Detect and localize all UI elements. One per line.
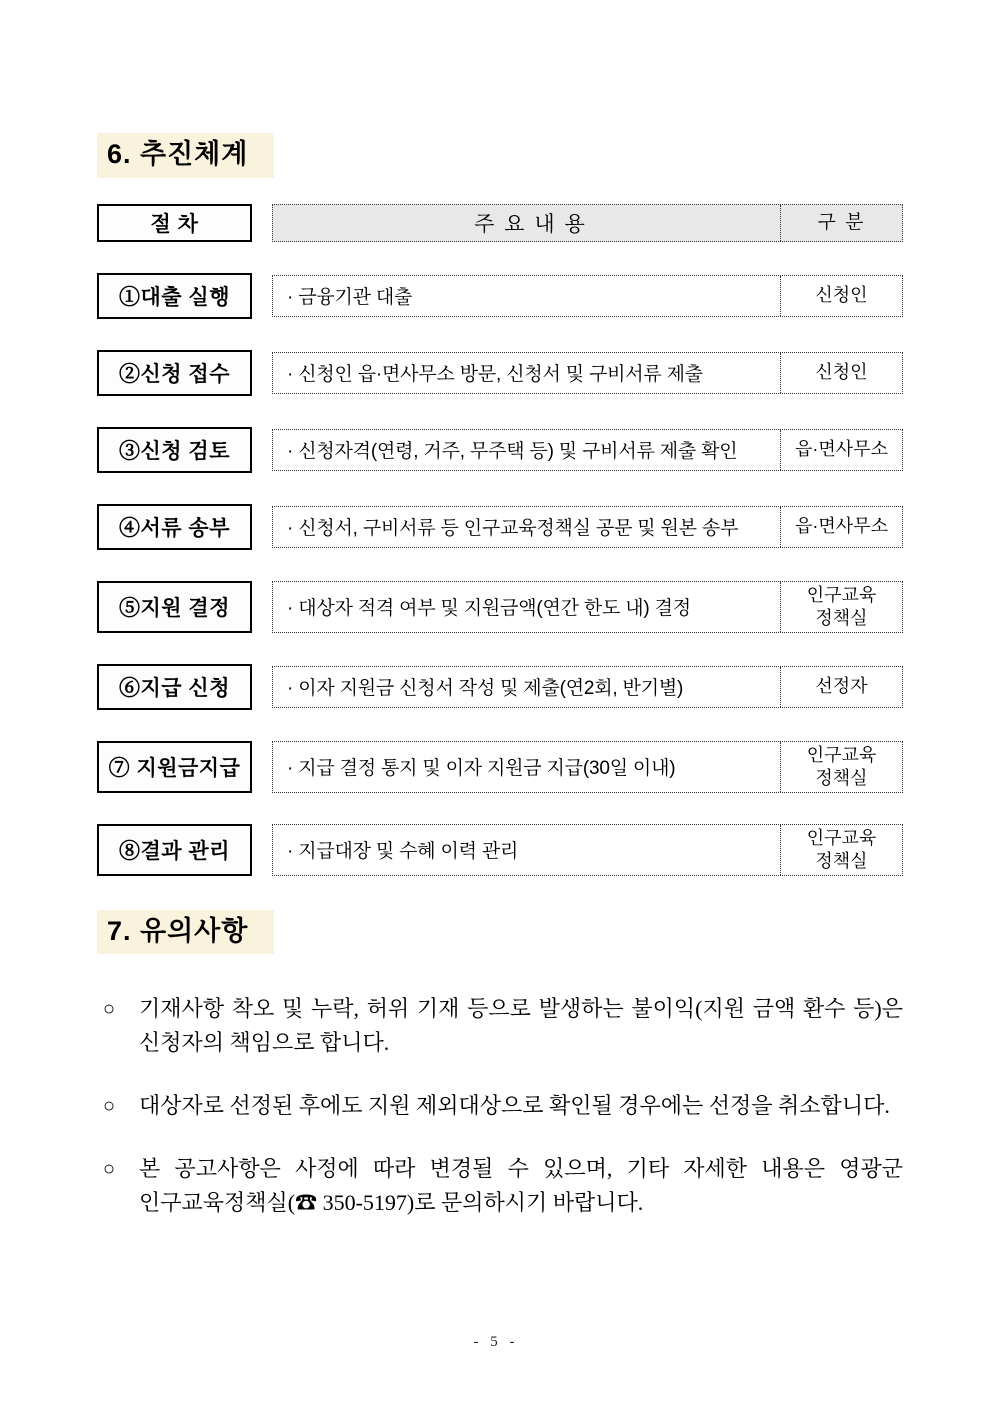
- column-gap: [252, 273, 272, 319]
- table-row: [97, 504, 903, 550]
- step-box: ④서류 송부: [97, 504, 252, 550]
- step-box: ⑦ 지원금지급: [97, 741, 252, 793]
- circle-bullet-icon: ○: [103, 998, 116, 1021]
- notice-item: [97, 1152, 903, 1220]
- category-cell: 인구교육 정책실: [780, 825, 902, 875]
- document-page: [97, 0, 903, 1403]
- circle-bullet-icon: ○: [103, 1095, 116, 1118]
- header-content: 주 요 내 용: [474, 212, 587, 236]
- row-cells: [272, 506, 903, 548]
- content-cell: · 지급대장 및 수혜 이력 관리: [287, 841, 519, 863]
- content-cell: · 이자 지원금 신청서 작성 및 제출(연2회, 반기별): [287, 678, 684, 700]
- header-procedure: 절 차: [97, 204, 252, 242]
- notice-text: 기재사항 착오 및 누락, 허위 기재 등으로 발생하는 불이익(지원 금액 환수 등)은 신청자의 책임으로 합니다.: [139, 996, 903, 1056]
- notice-list: [97, 992, 903, 1220]
- notice-item: [97, 1089, 903, 1123]
- column-gap: [252, 504, 272, 550]
- section6-title: 6. 추진체계: [97, 133, 274, 178]
- content-cell: · 신청인 읍·면사무소 방문, 신청서 및 구비서류 제출: [287, 364, 703, 386]
- step-box: ⑧결과 관리: [97, 824, 252, 876]
- row-cells: [272, 429, 903, 471]
- category-cell: 읍·면사무소: [780, 430, 902, 470]
- content-cell: · 금융기관 대출: [287, 287, 413, 309]
- step-box: ②신청 접수: [97, 350, 252, 396]
- table-row: [97, 427, 903, 473]
- step-box: ⑥지급 신청: [97, 664, 252, 710]
- category-cell: 신청인: [780, 276, 902, 316]
- notice-text: 본 공고사항은 사정에 따라 변경될 수 있으며, 기타 자세한 내용은 영광군 인구교육정책실(☎ 350-5197)로 문의하시기 바랍니다.: [139, 1156, 903, 1216]
- row-cells: [272, 275, 903, 317]
- content-cell: · 지급 결정 통지 및 이자 지원금 지급(30일 이내): [287, 758, 676, 780]
- content-cell: · 신청서, 구비서류 등 인구교육정책실 공문 및 원본 송부: [287, 518, 739, 540]
- step-box: ③신청 검토: [97, 427, 252, 473]
- section7-title: 7. 유의사항: [97, 910, 274, 955]
- row-cells: [272, 666, 903, 708]
- header-cells: [272, 204, 903, 242]
- table-row: [97, 273, 903, 319]
- step-box: ⑤지원 결정: [97, 581, 252, 633]
- category-cell: 인구교육 정책실: [780, 742, 902, 792]
- column-gap: [252, 664, 272, 710]
- table-row: [97, 350, 903, 396]
- column-gap: [252, 427, 272, 473]
- step-box: ①대출 실행: [97, 273, 252, 319]
- row-cells: [272, 352, 903, 394]
- column-gap: [252, 581, 272, 633]
- table-row: [97, 581, 903, 633]
- category-cell: 선정자: [780, 667, 902, 707]
- notice-item: [97, 992, 903, 1060]
- notice-text: 대상자로 선정된 후에도 지원 제외대상으로 확인될 경우에는 선정을 취소합니다.: [139, 1093, 890, 1119]
- table-row: [97, 741, 903, 793]
- category-cell: 인구교육 정책실: [780, 582, 902, 632]
- column-gap: [252, 204, 272, 242]
- column-gap: [252, 350, 272, 396]
- column-gap: [252, 824, 272, 876]
- header-category: 구 분: [780, 205, 902, 241]
- process-table: [97, 204, 903, 876]
- row-cells: [272, 581, 903, 633]
- circle-bullet-icon: ○: [103, 1158, 116, 1181]
- column-gap: [252, 741, 272, 793]
- table-row: [97, 664, 903, 710]
- category-cell: 읍·면사무소: [780, 507, 902, 547]
- content-cell: · 대상자 적격 여부 및 지원금액(연간 한도 내) 결정: [287, 598, 691, 620]
- category-cell: 신청인: [780, 353, 902, 393]
- table-header-row: [97, 204, 903, 242]
- table-row: [97, 824, 903, 876]
- page-number: - 5 -: [473, 1334, 519, 1350]
- row-cells: [272, 741, 903, 793]
- content-cell: · 신청자격(연령, 거주, 무주택 등) 및 구비서류 제출 확인: [287, 441, 738, 463]
- row-cells: [272, 824, 903, 876]
